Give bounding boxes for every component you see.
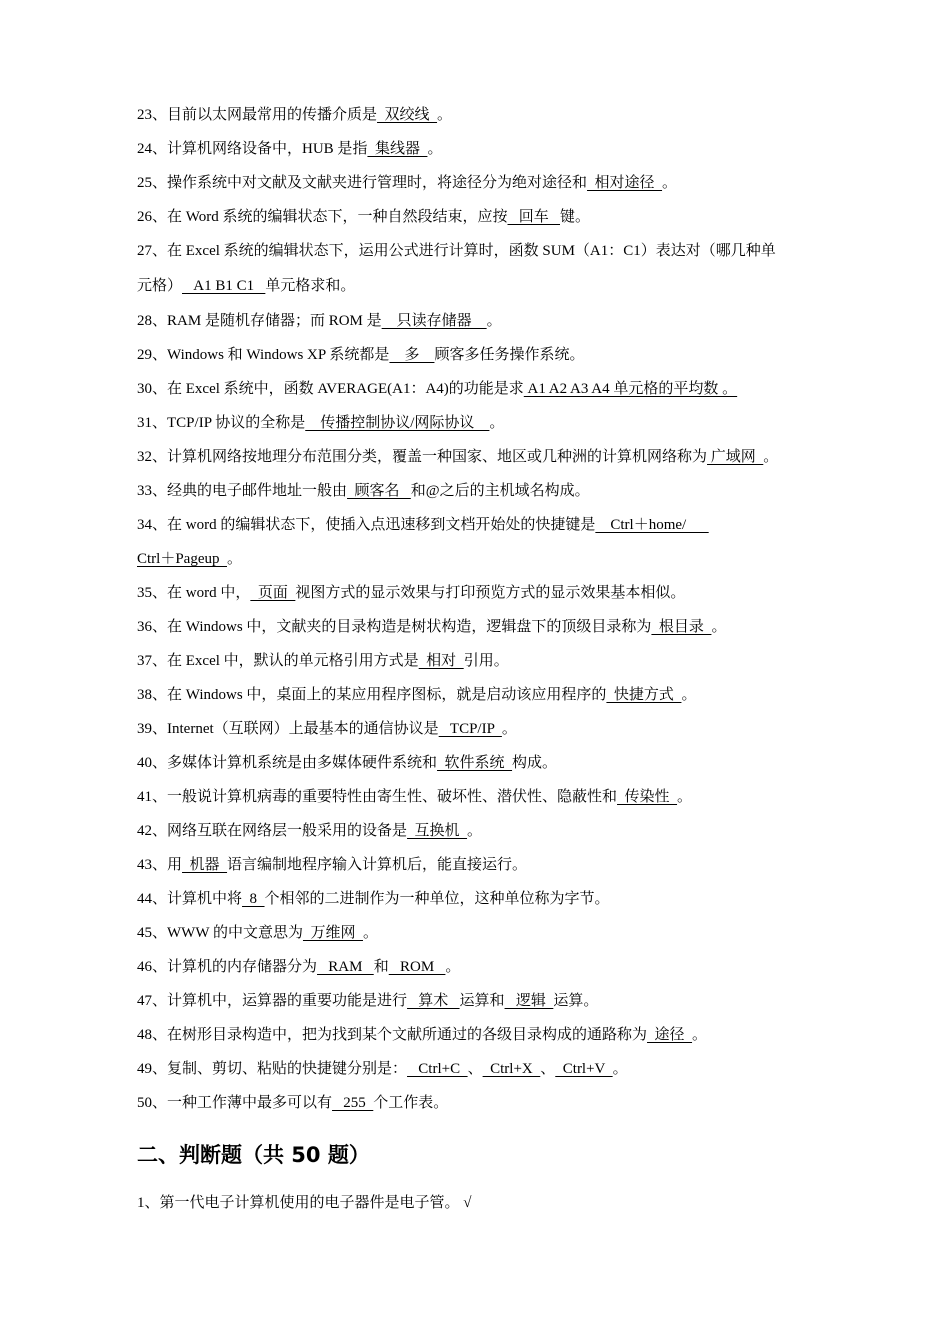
question-text: 操作系统中对文献及文献夹进行管理时，将途径分为绝对途径和 bbox=[167, 175, 588, 191]
question-line bbox=[137, 372, 867, 406]
answer-blank: A1 A2 A3 A4 单元格的平均数 。 bbox=[523, 381, 738, 397]
question-number: 31、 bbox=[137, 415, 168, 431]
question-line bbox=[137, 576, 867, 610]
question-line bbox=[137, 984, 867, 1018]
question-line bbox=[137, 712, 867, 746]
question-text: 单元格求和。 bbox=[265, 278, 356, 294]
question-text: Internet（互联网）上最基本的通信协议是 bbox=[167, 721, 439, 737]
answer-blank: 软件系统 bbox=[437, 755, 513, 771]
question-number: 43、 bbox=[137, 857, 168, 873]
answer-blank: 相对途径 bbox=[587, 175, 663, 191]
question-line bbox=[137, 814, 867, 848]
question-text: 在 word 的编辑状态下，使插入点迅速移到文档开始处的快捷键是 bbox=[167, 517, 596, 533]
answer-blank: 相对 bbox=[418, 653, 464, 669]
question-text: 。 bbox=[662, 175, 678, 191]
question-number: 27、 bbox=[137, 243, 168, 259]
question-text: 。 bbox=[427, 141, 443, 157]
question-text: RAM 是随机存储器；而 ROM 是 bbox=[167, 313, 382, 329]
question-text: 。 bbox=[489, 415, 505, 431]
question-text: 网络互联在网络层一般采用的设备是 bbox=[167, 823, 408, 839]
question-number: 24、 bbox=[137, 141, 168, 157]
question-number: 33、 bbox=[137, 483, 168, 499]
question-text: 一般说计算机病毒的重要特性由寄生性、破坏性、潜伏性、隐蔽性和 bbox=[167, 789, 618, 805]
question-line bbox=[137, 132, 867, 166]
answer-blank: 算术 bbox=[407, 993, 460, 1009]
question-text: 目前以太网最常用的传播介质是 bbox=[167, 107, 378, 123]
question-number: 34、 bbox=[137, 517, 168, 533]
question-text: 、 bbox=[467, 1061, 483, 1077]
answer-blank: 双绞线 bbox=[377, 107, 438, 123]
question-text: 计算机网络设备中，HUB 是指 bbox=[167, 141, 368, 157]
question-line bbox=[137, 1086, 867, 1120]
answer-blank: 回车 bbox=[507, 209, 560, 225]
question-number: 30、 bbox=[137, 381, 168, 397]
answer-blank: Ctrl+X bbox=[482, 1061, 541, 1077]
question-text: 。 bbox=[711, 619, 727, 635]
section-title: 二、判断题（共 50 题） bbox=[137, 1143, 370, 1167]
question-text: 一种工作薄中最多可以有 bbox=[167, 1095, 333, 1111]
question-line bbox=[137, 1018, 867, 1052]
question-text: 。 bbox=[445, 959, 461, 975]
answer-blank: 途径 bbox=[647, 1027, 693, 1043]
judgment-line bbox=[137, 1186, 867, 1220]
question-text: 。 bbox=[227, 551, 243, 567]
answer-blank: 顾客名 bbox=[347, 483, 411, 499]
question-number: 23、 bbox=[137, 107, 168, 123]
question-text: 。 bbox=[692, 1027, 708, 1043]
answer-blank: 8 bbox=[242, 891, 265, 907]
question-text: 在 Word 系统的编辑状态下，一种自然段结束，应按 bbox=[167, 209, 508, 225]
question-text: 在树形目录构造中，把为找到某个文献所通过的各级目录构成的通路称为 bbox=[167, 1027, 648, 1043]
question-number: 26、 bbox=[137, 209, 168, 225]
answer-blank: 多 bbox=[389, 347, 435, 363]
question-number: 49、 bbox=[137, 1061, 168, 1077]
question-number: 41、 bbox=[137, 789, 168, 805]
question-text: 运算和 bbox=[459, 993, 505, 1009]
question-number: 28、 bbox=[137, 313, 168, 329]
judgment-question-list bbox=[137, 1186, 867, 1220]
question-number: 37、 bbox=[137, 653, 168, 669]
question-text: 用 bbox=[167, 857, 183, 873]
question-line bbox=[137, 950, 867, 984]
answer-blank: 机器 bbox=[182, 857, 228, 873]
question-text: 。 bbox=[681, 687, 697, 703]
question-line bbox=[137, 166, 867, 200]
answer-blank: Ctrl＋Pageup bbox=[137, 551, 227, 567]
question-text: 。 bbox=[437, 107, 453, 123]
question-text: 在 Excel 系统的编辑状态下，运用公式进行计算时，函数 SUM（A1：C1）表达对（哪几种单 bbox=[167, 243, 776, 259]
question-text: 。 bbox=[486, 313, 502, 329]
question-line bbox=[137, 200, 867, 234]
question-line bbox=[137, 440, 867, 474]
question-number: 25、 bbox=[137, 175, 168, 191]
question-text: 顾客多任务操作系统。 bbox=[434, 347, 585, 363]
question-text: 。 bbox=[612, 1061, 628, 1077]
answer-blank: 页面 bbox=[250, 585, 296, 601]
question-number: 36、 bbox=[137, 619, 168, 635]
question-text: 视图方式的显示效果与打印预览方式的显示效果基本相似。 bbox=[295, 585, 686, 601]
question-number: 40、 bbox=[137, 755, 168, 771]
answer-blank: 逻辑 bbox=[504, 993, 554, 1009]
question-number: 48、 bbox=[137, 1027, 168, 1043]
answer-blank: 集线器 bbox=[367, 141, 428, 157]
question-text: 、 bbox=[540, 1061, 556, 1077]
question-line bbox=[137, 848, 867, 882]
question-text: 计算机中将 bbox=[167, 891, 243, 907]
question-text: 和@之后的主机域名构成。 bbox=[410, 483, 590, 499]
question-line bbox=[137, 916, 867, 950]
question-line bbox=[137, 234, 867, 268]
question-text: 第一代电子计算机使用的电子器件是电子管。 √ bbox=[159, 1195, 472, 1211]
question-text: 元格） bbox=[137, 278, 183, 294]
question-number: 39、 bbox=[137, 721, 168, 737]
question-number: 42、 bbox=[137, 823, 168, 839]
question-text: 。 bbox=[501, 721, 517, 737]
question-text: TCP/IP 协议的全称是 bbox=[167, 415, 306, 431]
question-number: 44、 bbox=[137, 891, 168, 907]
question-text: 和 bbox=[373, 959, 389, 975]
question-text: WWW 的中文意思为 bbox=[167, 925, 303, 941]
question-number: 29、 bbox=[137, 347, 168, 363]
answer-blank: 快捷方式 bbox=[606, 687, 682, 703]
answer-blank: 255 bbox=[332, 1095, 374, 1111]
answer-blank: RAM bbox=[317, 959, 374, 975]
question-number: 38、 bbox=[137, 687, 168, 703]
question-line bbox=[137, 746, 867, 780]
question-line bbox=[137, 678, 867, 712]
question-line bbox=[137, 304, 867, 338]
answer-blank: 只读存储器 bbox=[381, 313, 487, 329]
question-text: 计算机的内存储器分为 bbox=[167, 959, 318, 975]
question-line bbox=[137, 338, 867, 372]
question-number: 47、 bbox=[137, 993, 168, 1009]
question-line bbox=[137, 644, 867, 678]
question-number: 1、 bbox=[137, 1195, 160, 1211]
question-line bbox=[137, 542, 867, 576]
answer-blank: 互换机 bbox=[407, 823, 468, 839]
question-text: 运算。 bbox=[553, 993, 599, 1009]
question-text: 个工作表。 bbox=[373, 1095, 449, 1111]
answer-blank: ROM bbox=[388, 959, 446, 975]
answer-blank: 传染性 bbox=[617, 789, 678, 805]
answer-blank: 根目录 bbox=[651, 619, 712, 635]
question-line bbox=[137, 610, 867, 644]
question-text: 复制、剪切、粘贴的快捷键分别是： bbox=[167, 1061, 408, 1077]
question-number: 45、 bbox=[137, 925, 168, 941]
question-text: 在 Excel 系统中，函数 AVERAGE(A1：A4)的功能是求 bbox=[167, 381, 524, 397]
question-text: 。 bbox=[362, 925, 378, 941]
answer-blank: 万维网 bbox=[302, 925, 363, 941]
fill-in-question-list bbox=[137, 98, 867, 1120]
answer-blank: 传播控制协议/网际协议 bbox=[305, 415, 490, 431]
question-number: 32、 bbox=[137, 449, 168, 465]
question-text: 语言编制地程序输入计算机后，能直接运行。 bbox=[227, 857, 528, 873]
question-text: 计算机中，运算器的重要功能是进行 bbox=[167, 993, 408, 1009]
question-number: 35、 bbox=[137, 585, 168, 601]
answer-blank: TCP/IP bbox=[438, 721, 502, 737]
question-line bbox=[137, 508, 867, 542]
question-text: 引用。 bbox=[463, 653, 509, 669]
question-text: 多媒体计算机系统是由多媒体硬件系统和 bbox=[167, 755, 438, 771]
question-text: 在 Excel 中，默认的单元格引用方式是 bbox=[167, 653, 419, 669]
question-number: 46、 bbox=[137, 959, 168, 975]
answer-blank: A1 B1 C1 bbox=[182, 278, 266, 294]
question-text: 在 Windows 中，文献夹的目录构造是树状构造，逻辑盘下的顶级目录称为 bbox=[167, 619, 652, 635]
question-line bbox=[137, 1052, 867, 1086]
question-line bbox=[137, 780, 867, 814]
question-text: 。 bbox=[467, 823, 483, 839]
question-text: 在 Windows 中，桌面上的某应用程序图标，就是启动该应用程序的 bbox=[167, 687, 607, 703]
question-line bbox=[137, 406, 867, 440]
question-line bbox=[137, 98, 867, 132]
question-line bbox=[137, 882, 867, 916]
answer-blank: Ctrl＋home/ bbox=[595, 517, 709, 533]
document-content bbox=[137, 98, 867, 1220]
answer-blank: Ctrl+V bbox=[555, 1061, 613, 1077]
question-text: 。 bbox=[763, 449, 779, 465]
question-text: 键。 bbox=[560, 209, 591, 225]
question-text: 计算机网络按地理分布范围分类，覆盖一种国家、地区或几种洲的计算机网络称为 bbox=[167, 449, 708, 465]
question-text: 。 bbox=[677, 789, 693, 805]
question-number: 50、 bbox=[137, 1095, 168, 1111]
answer-blank: 广域网 bbox=[707, 449, 764, 465]
question-text: 在 word 中， bbox=[167, 585, 251, 601]
question-text: Windows 和 Windows XP 系统都是 bbox=[167, 347, 390, 363]
answer-blank: Ctrl+C bbox=[407, 1061, 468, 1077]
question-text: 构成。 bbox=[512, 755, 558, 771]
question-line bbox=[137, 474, 867, 508]
question-text: 经典的电子邮件地址一般由 bbox=[167, 483, 348, 499]
question-line bbox=[137, 268, 867, 304]
question-text: 个相邻的二进制作为一种单位，这种单位称为字节。 bbox=[264, 891, 610, 907]
